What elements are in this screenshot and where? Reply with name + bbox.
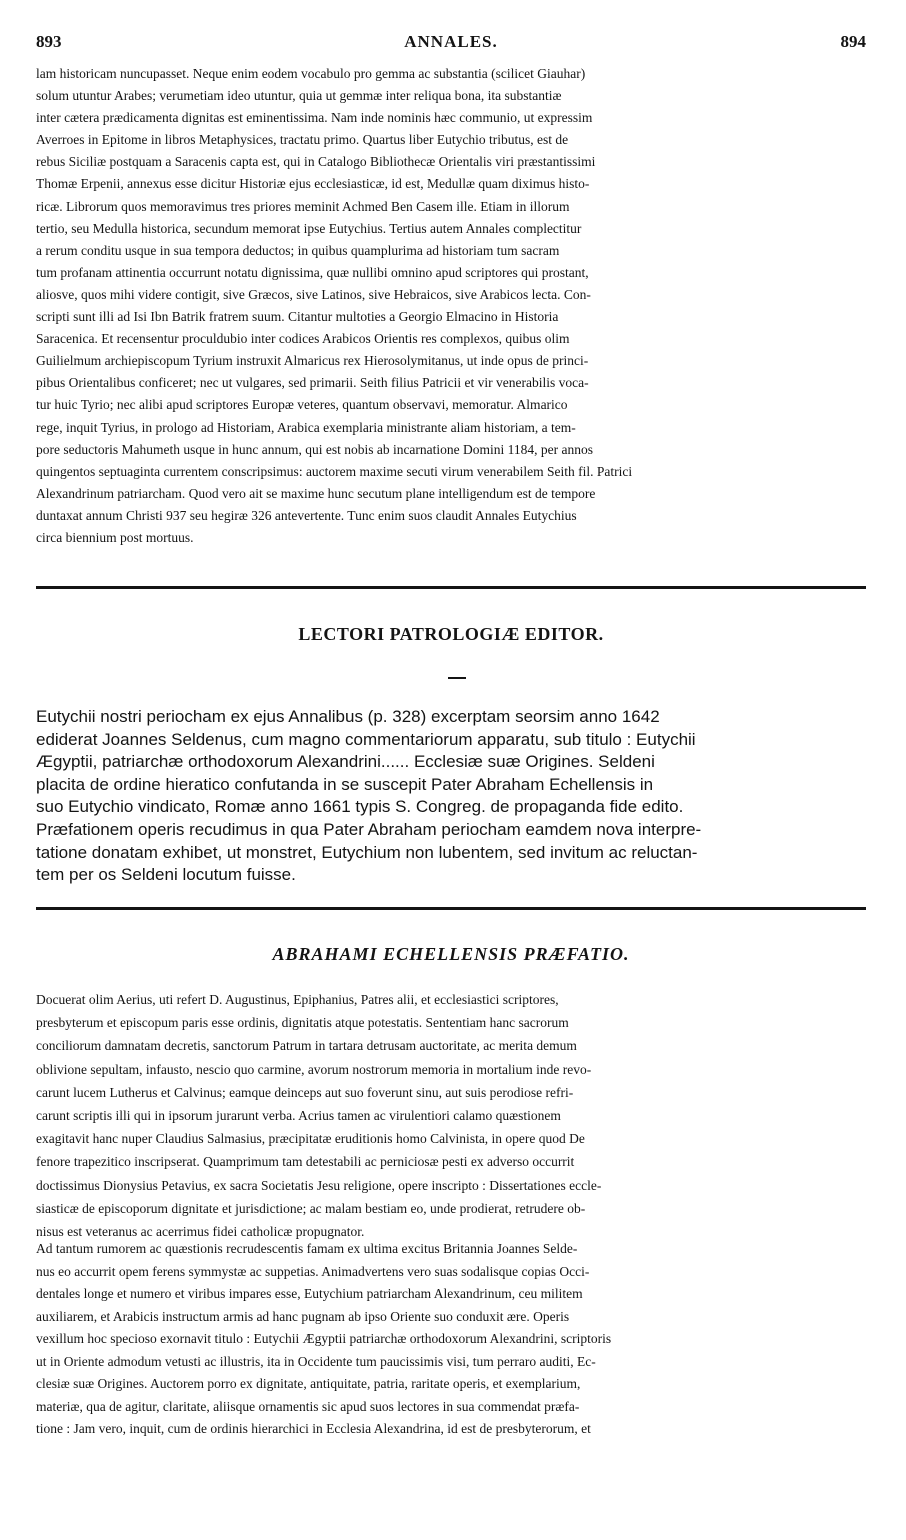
text-line: presbyterum et episcopum paris esse ordinis, dignitatis atque potestatis. Sententiam hanc sacrorum — [36, 1015, 569, 1031]
text-line: clesiæ suæ Origines. Auctorem porro ex dignitate, antiquitate, patria, raritate operis, et exemplarium, — [36, 1376, 581, 1391]
text-line: suo Eutychio vindicato, Romæ anno 1661 typis S. Congreg. de propaganda fide edito. — [36, 797, 684, 817]
text-line: rebus Siciliæ postquam a Saracenis capta est, qui in Catalogo Bibliothecæ Orientalis viri præstantissimi — [36, 154, 596, 170]
text-line: oblivione sepultam, infausto, nescio quo carmine, avorum nostrorum memoria in mortalium inde revo- — [36, 1061, 592, 1077]
running-header — [36, 32, 866, 56]
text-line: Alexandrinum patriarcham. Quod vero ait se maxime hunc secutum plane intelligendum est de tempore — [36, 485, 596, 501]
text-line: materiæ, qua de agitur, claritate, aliisque ornamentis sic apud suos lectores in sua commendat præfa- — [36, 1398, 580, 1414]
running-title: ANNALES. — [404, 32, 498, 51]
text-line: Ad tantum rumorem ac quæstionis recrudescentis famam ex ultima excitus Britannia Joannes Selde- — [36, 1241, 578, 1256]
text-line: auxiliarem, et Arabicis instructum armis ad hanc pugnam ab ipso Oriente suo conduxit ære. Operis — [36, 1308, 570, 1324]
text-line: ut in Oriente admodum vetusti ac illustris, ita in Occidente tum paucissimis visi, tum perraro auditi, Ec- — [36, 1353, 596, 1369]
text-line: inter cætera prædicamenta dignitas est eminentissima. Nam inde nominis hæc communio, ut expressim — [36, 110, 593, 126]
text-line: tione : Jam vero, inquit, cum de ordinis hierarchici in Ecclesia Alexandrina, id est de presbyterorum, et — [36, 1421, 591, 1436]
text-line: a rerum conditu usque in sua tempora deductos; in quibus quamplurima ad historiam tum sacram — [36, 242, 560, 258]
text-line: dentales longe et numero et viribus impares esse, Eutychium patriarcham Alexandrinum, ceu militem — [36, 1286, 583, 1301]
text-line: tum profanam attinentia occurrunt notatu dignissima, quæ nullibi omnino apud scriptores qui prostant, — [36, 264, 589, 280]
text-line: solum utuntur Arabes; verumetiam ideo utuntur, quia ut gemmæ inter reliqua bona, ita substantiæ — [36, 88, 562, 104]
text-line: tur huic Tyrio; nec alibi apud scriptores Europæ veteres, quantum observavi, memoratur. Almarico — [36, 397, 568, 413]
page-number-left: 893 — [36, 32, 62, 51]
text-line: siasticæ de episcoporum dignitate et jurisdictione; ac malam bestiam eo, unde prodierat, retrudere ob- — [36, 1200, 586, 1216]
text-line: exagitavit hanc nuper Claudius Salmasius, præcipitatæ eruditionis homo Calvinista, in opere quod De — [36, 1131, 585, 1147]
editor-note-text — [36, 706, 866, 887]
text-line: carunt scriptis illi qui in ipsorum jurarunt verba. Acrius tamen ac virulentiori calamo quæstionem — [36, 1108, 561, 1124]
text-line: ricæ. Librorum quos memoravimus tres priores meminit Achmed Ben Casem ille. Etiam in illorum — [36, 198, 570, 214]
text-line: tertio, seu Medulla historica, secundum memorat ipse Eutychius. Tertius autem Annales complectitur — [36, 220, 582, 236]
text-line: Ægyptii, patriarchæ orthodoxorum Alexandrini...... Ecclesiæ suæ Origines. Seldeni — [36, 752, 655, 772]
annales-continuation-text — [36, 63, 866, 549]
text-line: pibus Orientalibus conficeret; nec ut vulgares, sed primarii. Seith filius Patricii et vir venerabilis voca- — [36, 375, 589, 391]
text-line: fenore trapezitico inscripserat. Quamprimum tam detestabili ac perniciosæ pesti ex adverso occurrit — [36, 1154, 575, 1170]
text-line: vexillum hoc specioso exornavit titulo : Eutychii Ægyptii patriarchæ orthodoxorum Alexandrini, scriptoris — [36, 1331, 612, 1346]
text-line: rege, inquit Tyrius, in prologo ad Historiam, Arabica exemplaria ministrante aliam historiam, a tem- — [36, 419, 576, 435]
text-line: aliosve, quos mihi videre contigit, sive Græcos, sive Latinos, sive Hebraicos, sive Arabicos lecta. Con- — [36, 286, 591, 302]
section-title-praefatio: ABRAHAMI ECHELLENSIS PRÆFATIO. — [272, 944, 630, 964]
text-line: placita de ordine hieratico confutanda in se suscepit Pater Abraham Echellensis in — [36, 774, 654, 794]
text-line: Thomæ Erpenii, annexus esse dicitur Historiæ ejus ecclesiasticæ, id est, Medullæ quam diximus histo- — [36, 176, 590, 192]
praefatio-paragraph-2 — [36, 1238, 866, 1441]
text-line: Averroes in Epitome in libros Metaphysices, tractatu primo. Quartus liber Eutychio tributus, est de — [36, 132, 569, 148]
text-line: doctissimus Dionysius Petavius, ex sacra Societatis Jesu religione, opere inscripto : Dissertationes eccle- — [36, 1177, 602, 1193]
text-line: Præfationem operis recudimus in qua Pater Abraham periocham eamdem nova interpre- — [36, 819, 702, 839]
text-line: tatione donatam exhibet, ut monstret, Eutychium non lubentem, sed invitum ac reluctan- — [36, 842, 698, 862]
text-line: circa biennium post mortuus. — [36, 529, 194, 545]
text-line: carunt lucem Lutherus et Calvinus; eamque deinceps aut suo foverunt sinu, aut suis perodiose refri- — [36, 1084, 574, 1100]
text-line: Eutychii nostri periocham ex ejus Annalibus (p. 328) excerptam seorsim anno 1642 — [36, 707, 660, 726]
text-line: Docuerat olim Aerius, uti refert D. Augustinus, Epiphanius, Patres alii, et ecclesiastici scriptores, — [36, 992, 559, 1007]
text-line: Saracenica. Et recensentur proculdubio inter codices Arabicos Orientis res complexos, quibus olim — [36, 331, 570, 347]
text-line: conciliorum damnatam decretis, sanctorum Patrum in tartara detrusam auctoritate, ac merita demum — [36, 1038, 577, 1054]
text-line: lam historicam nuncupasset. Neque enim eodem vocabulo pro gemma ac substantia (scilicet Giauhar) — [36, 66, 586, 81]
section-divider — [36, 586, 866, 589]
text-line: nisus est veteranus ac acerrimus fidei catholicæ propugnator. — [36, 1224, 365, 1240]
text-line: tem per os Seldeni locutum fuisse. — [36, 865, 296, 885]
page-number-right: 894 — [840, 32, 866, 51]
text-line: nus eo accurrit opem ferens symmystæ ac suppetias. Animadvertens vero suas sodalisque copias Occi- — [36, 1263, 590, 1279]
section-divider — [36, 907, 866, 910]
text-line: pore seductoris Mahumeth usque in hunc annum, qui est nobis ab incarnatione Domini 1184, per annos — [36, 441, 594, 457]
text-line: duntaxat annum Christi 937 seu hegiræ 326 antevertente. Tunc enim suos claudit Annales Eutychius — [36, 507, 577, 523]
praefatio-paragraph-1 — [36, 988, 866, 1243]
text-line: Guilielmum archiepiscopum Tyrium instruxit Almaricus rex Hierosolymitanus, ut inde opus de princi- — [36, 353, 589, 369]
text-line: quingentos septuaginta currentem conscripsimus: auctorem maxime secuti virum venerabilem Seith fil. Patrici — [36, 463, 633, 479]
section-title-lectori: LECTORI PATROLOGIÆ EDITOR. — [298, 624, 604, 644]
text-line: ediderat Joannes Seldenus, cum magno commentariorum apparatu, sub titulo : Eutychii — [36, 729, 696, 749]
text-line: scripti sunt illi ad Isi Ibn Batrik fratrem suum. Citantur multoties a Georgio Elmacino in Historia — [36, 309, 559, 325]
title-dash — [448, 677, 466, 679]
